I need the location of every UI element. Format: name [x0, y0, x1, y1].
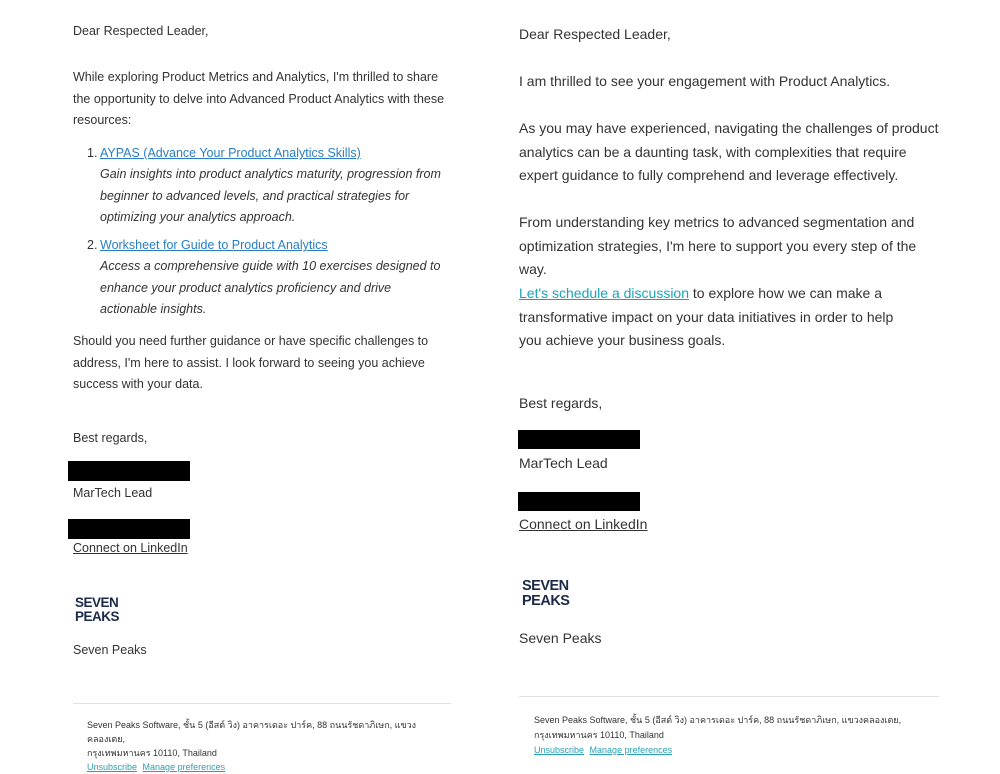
resource-description: Access a comprehensive guide with 10 exercises designed to enhance your product analytics proficiency and drive actionable insights.: [100, 259, 441, 317]
email-footer: [534, 713, 914, 758]
closing-paragraph: Should you need further guidance or have specific challenges to address, I'm here to assist. I look forward to seeing you achieve success with your data.: [73, 334, 429, 391]
resource-description: Gain insights into product analytics maturity, progression from beginner to advanced levels, and practical strategies for optimizing your analytics approach.: [100, 167, 441, 224]
intro-paragraph: While exploring Product Metrics and Analytics, I'm thrilled to share the opportunity to delve into Advanced Product Analytics with these resources:: [73, 70, 445, 127]
greeting: Dear Respected Leader,: [73, 24, 209, 38]
sender-role: MarTech Lead: [73, 486, 153, 500]
footer-address-line: Seven Peaks Software, ชั้น 5 (อีสต์ วิง) อาคารเดอะ ปาร์ค, 88 ถนนรัชดาภิเษก, แขวงคลองเตย,: [534, 715, 902, 725]
redacted-name: [518, 430, 640, 449]
worksheet-link[interactable]: Worksheet for Guide to Product Analytics: [100, 238, 328, 253]
footer-links: [534, 743, 914, 758]
unsubscribe-link[interactable]: Unsubscribe: [87, 762, 138, 772]
footer-address-line: Seven Peaks Software, ชั้น 5 (อีสต์ วิง) อาคารเดอะ ปาร์ค, 88 ถนนรัชดาภิเษก, แขวงคลองเตย,: [87, 720, 417, 744]
aypas-link[interactable]: AYPAS (Advance Your Product Analytics Skills): [100, 146, 361, 160]
manage-preferences-link[interactable]: Manage preferences: [142, 762, 226, 772]
signoff: Best regards,: [73, 431, 148, 445]
manage-preferences-link[interactable]: Manage preferences: [589, 745, 673, 755]
footer-divider: [73, 703, 451, 704]
company-name: Seven Peaks: [73, 643, 147, 657]
logo-line-1: SEVEN: [75, 595, 119, 610]
sender-role: MarTech Lead: [519, 455, 608, 471]
unsubscribe-link[interactable]: Unsubscribe: [534, 745, 585, 755]
redacted-info: [518, 492, 640, 511]
seven-peaks-logo: [522, 577, 578, 607]
logo-line-2: PEAKS: [75, 609, 120, 623]
list-item: [73, 143, 458, 228]
footer-address-line: กรุงเทพมหานคร 10110, Thailand: [87, 748, 217, 758]
cta-text: to explore how we can make a transformative impact on your data initiatives in order to help you achieve your business goals.: [519, 285, 894, 349]
logo-line-1: SEVEN: [522, 578, 569, 594]
resource-list: [73, 143, 458, 320]
list-number: 1.: [87, 146, 98, 160]
paragraph: From understanding key metrics to advanced segmentation and optimization strategies, I'm here to support you every step of the way.: [519, 214, 917, 278]
list-number: 2.: [87, 238, 98, 253]
company-name: Seven Peaks: [519, 630, 602, 646]
redacted-info: [68, 519, 190, 539]
linkedin-link[interactable]: Connect on LinkedIn: [519, 516, 648, 532]
redacted-name: [68, 461, 190, 481]
seven-peaks-logo: [75, 595, 127, 623]
email-footer: [87, 718, 427, 774]
paragraph: I am thrilled to see your engagement with Product Analytics.: [519, 73, 891, 89]
cta-paragraph: [519, 282, 919, 353]
list-item: [73, 235, 458, 320]
logo-line-2: PEAKS: [522, 593, 570, 607]
footer-divider: [519, 696, 939, 697]
footer-address-line: กรุงเทพมหานคร 10110, Thailand: [534, 730, 664, 740]
greeting: Dear Respected Leader,: [519, 26, 671, 42]
schedule-discussion-link[interactable]: Let's schedule a discussion: [519, 285, 689, 301]
paragraph: As you may have experienced, navigating the challenges of product analytics can be a daunting task, with complexities that require expert guidance to fully comprehend and leverage effectively.: [519, 120, 939, 184]
linkedin-link[interactable]: Connect on LinkedIn: [73, 541, 188, 555]
signoff: Best regards,: [519, 395, 603, 411]
footer-links: [87, 760, 427, 774]
